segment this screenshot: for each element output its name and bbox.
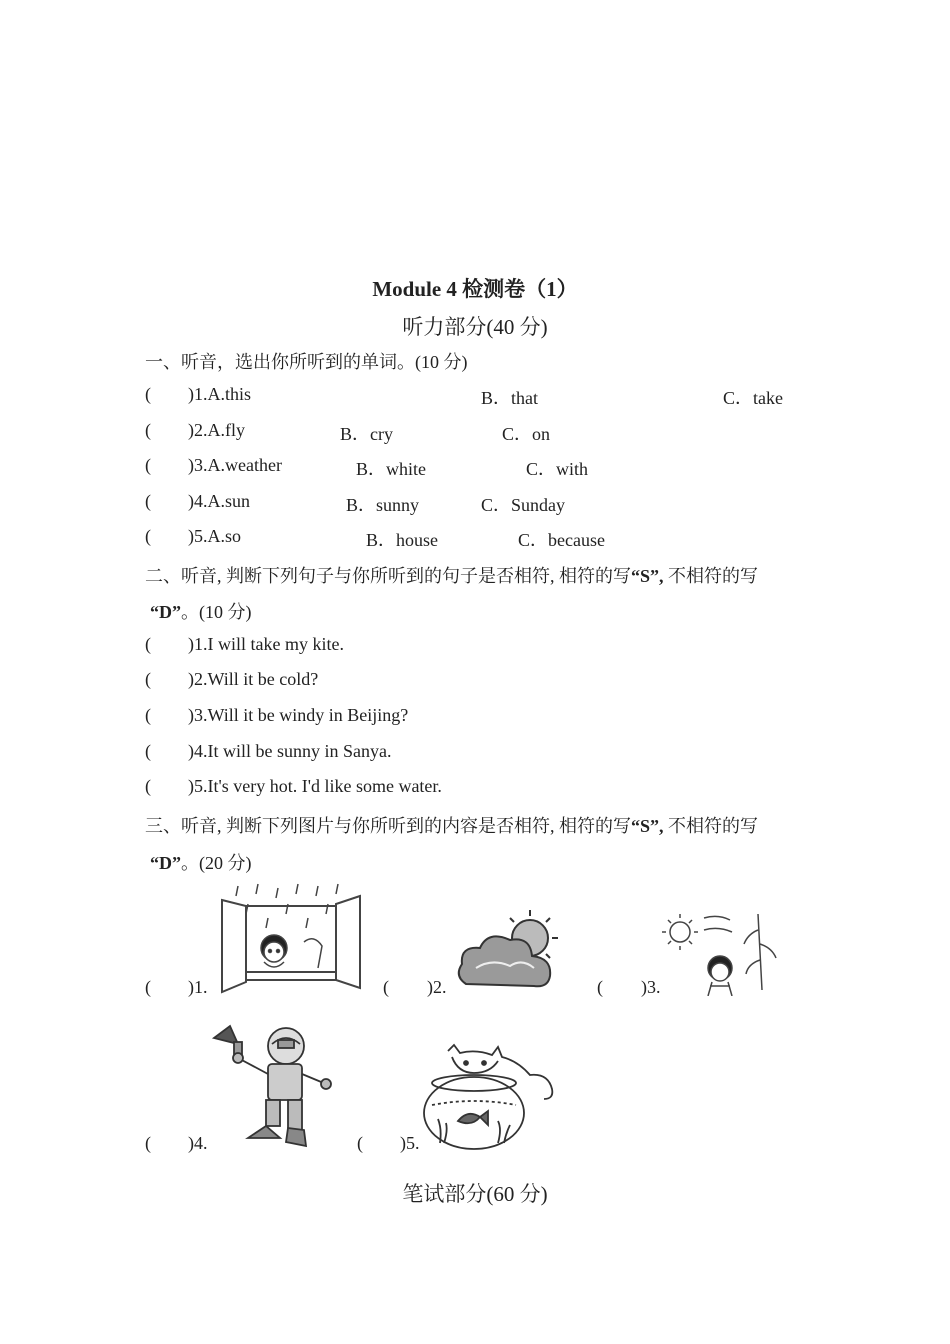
section2-heading: [145, 562, 758, 588]
answer-paren[interactable]: (: [145, 455, 151, 475]
sentence: )5.It's very hot. I'd like some water.: [188, 776, 442, 796]
listening-header: 听力部分(40 分): [402, 315, 548, 339]
picture-label: )3.: [641, 977, 661, 997]
heading-text: 二、听音, 判断下列句子与你所听到的句子是否相符, 相符的写: [145, 566, 631, 586]
section2-heading-cont: [150, 598, 252, 624]
answer-paren[interactable]: (: [145, 669, 151, 689]
heading-text: 。(20 分): [181, 853, 252, 873]
option-b: B．cry: [340, 424, 393, 444]
cat-fishbowl-image: [418, 1043, 556, 1153]
heading-text: 不相符的写: [668, 566, 759, 586]
heading-s: “S”,: [631, 566, 669, 586]
option-b: B．sunny: [346, 495, 420, 515]
answer-paren[interactable]: (: [357, 1133, 363, 1153]
option-c: C．on: [502, 424, 551, 444]
option-c: C．with: [526, 459, 589, 479]
picture-label: )2.: [427, 977, 447, 997]
option-b: B．white: [356, 459, 426, 479]
answer-paren[interactable]: (: [145, 1133, 151, 1153]
sentence: )1.I will take my kite.: [188, 634, 344, 654]
hot-sun-image: [660, 910, 778, 996]
option-a: )4.A.sun: [188, 491, 250, 511]
section3-heading: [145, 812, 758, 838]
option-a: )1.A.this: [188, 384, 251, 404]
sentence: )3.Will it be windy in Beijing?: [188, 705, 409, 725]
answer-paren[interactable]: (: [145, 634, 151, 654]
heading-d: “D”: [150, 853, 181, 873]
option-a: )3.A.weather: [188, 455, 282, 475]
writing-header: 笔试部分(60 分): [402, 1182, 548, 1206]
cloud-sun-image: [452, 906, 578, 996]
option-b: B．that: [481, 388, 538, 408]
option-a: )2.A.fly: [188, 420, 245, 440]
answer-paren[interactable]: (: [597, 977, 603, 997]
robot-image: [208, 1018, 336, 1152]
page-title: Module 4 检测卷（1）: [372, 277, 578, 301]
option-c: C．take: [723, 388, 783, 408]
option-c: C．Sunday: [481, 495, 566, 515]
sentence: )4.It will be sunny in Sanya.: [188, 741, 392, 761]
answer-paren[interactable]: (: [145, 741, 151, 761]
answer-paren[interactable]: (: [145, 526, 151, 546]
rainy-window-image: [218, 882, 364, 996]
answer-paren[interactable]: (: [145, 705, 151, 725]
section1-heading: 一、听音，选出你所听到的单词。(10 分): [145, 352, 468, 372]
picture-label: )4.: [188, 1133, 208, 1153]
picture-label: )5.: [400, 1133, 420, 1153]
picture-label: )1.: [188, 977, 208, 997]
heading-text: 不相符的写: [668, 816, 759, 836]
answer-paren[interactable]: (: [145, 491, 151, 511]
answer-paren[interactable]: (: [145, 384, 151, 404]
answer-paren[interactable]: (: [145, 776, 151, 796]
option-c: C．because: [518, 530, 605, 550]
sentence: )2.Will it be cold?: [188, 669, 319, 689]
answer-paren[interactable]: (: [145, 420, 151, 440]
heading-text: 。(10 分): [181, 602, 252, 622]
section3-heading-cont: [150, 849, 252, 875]
answer-paren[interactable]: (: [145, 977, 151, 997]
option-a: )5.A.so: [188, 526, 241, 546]
heading-d: “D”: [150, 602, 181, 622]
heading-text: 三、听音, 判断下列图片与你所听到的内容是否相符, 相符的写: [145, 816, 631, 836]
answer-paren[interactable]: (: [383, 977, 389, 997]
heading-s: “S”,: [631, 816, 669, 836]
option-b: B．house: [366, 530, 438, 550]
